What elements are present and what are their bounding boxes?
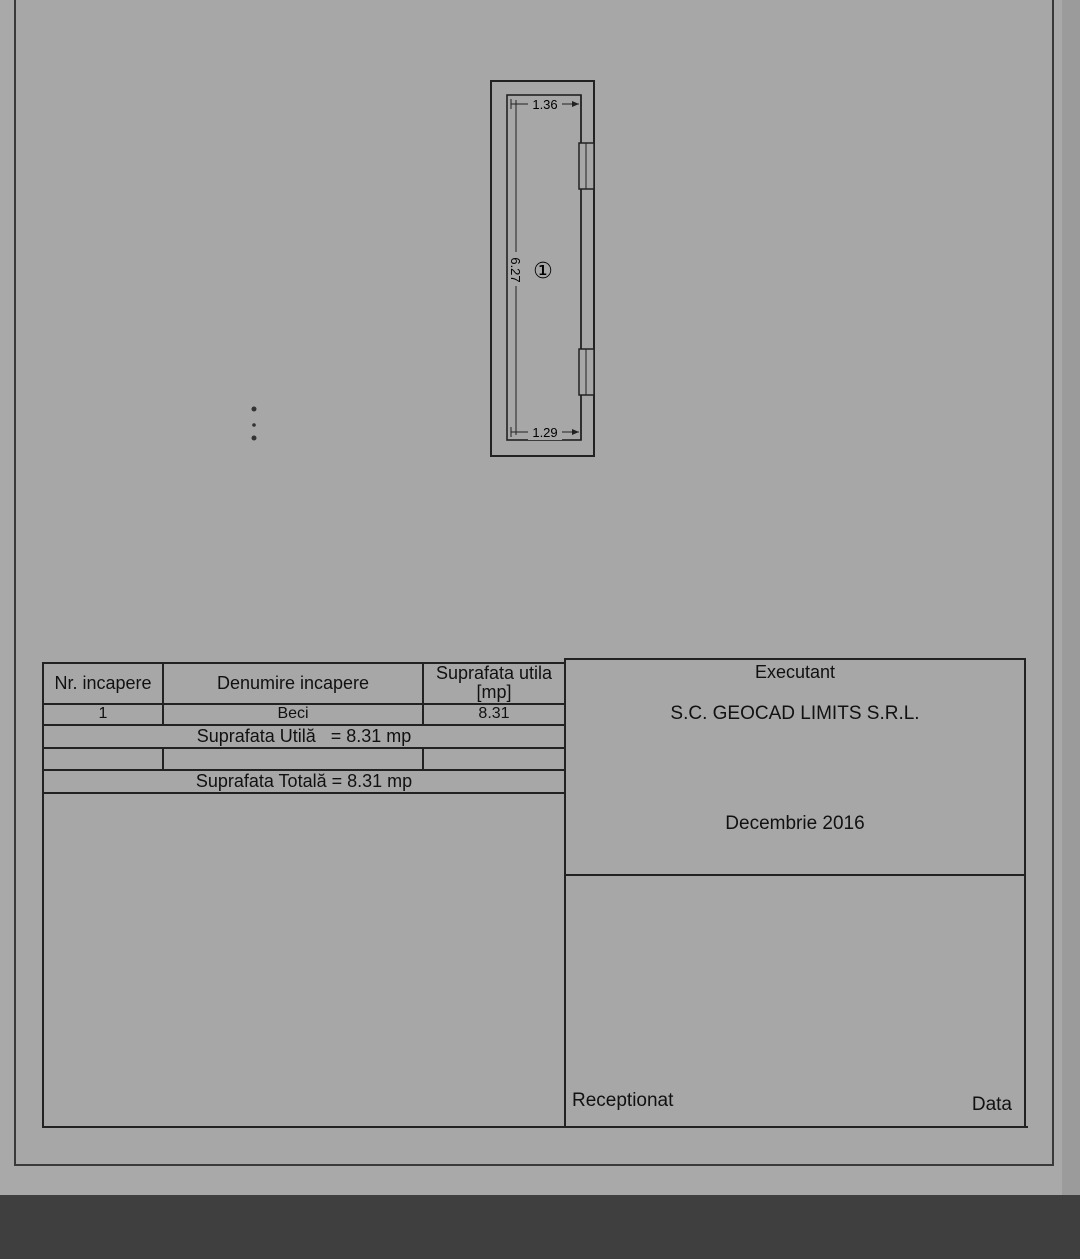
bottom-bar xyxy=(0,1195,1080,1259)
stray-marks xyxy=(248,402,260,444)
header-suprafata-utila xyxy=(424,662,564,704)
title-block xyxy=(42,660,1028,1126)
room-number-marker: ① xyxy=(533,259,553,284)
row-nr: 1 xyxy=(98,705,108,723)
executant-label: Executant xyxy=(754,661,836,682)
row-denumire: Beci xyxy=(277,705,309,723)
executant-date: Decembrie 2016 xyxy=(725,813,865,835)
dim-top-label: 1.36 xyxy=(532,97,558,112)
header-denumire-incapere: Denumire incapere xyxy=(216,673,370,694)
row-suprafata: 8.31 xyxy=(478,705,510,723)
header-suprafata-line2: [mp] xyxy=(476,682,512,702)
receptionat-label: Receptionat xyxy=(572,1090,674,1112)
suprafata-totala: Suprafata Totală = 8.31 mp xyxy=(195,771,413,792)
header-nr-incapere: Nr. incapere xyxy=(54,673,152,694)
header-suprafata-line1: Suprafata utila xyxy=(435,663,553,684)
page-edge xyxy=(1062,0,1080,1195)
floor-plan xyxy=(480,70,610,470)
dim-side-label: 6.27 xyxy=(508,257,523,283)
executant-company: S.C. GEOCAD LIMITS S.R.L. xyxy=(670,703,920,725)
data-label: Data xyxy=(971,1094,1012,1116)
dim-bottom-label: 1.29 xyxy=(532,425,558,440)
suprafata-utila-total: Suprafata Utilă = 8.31 mp xyxy=(196,726,412,747)
